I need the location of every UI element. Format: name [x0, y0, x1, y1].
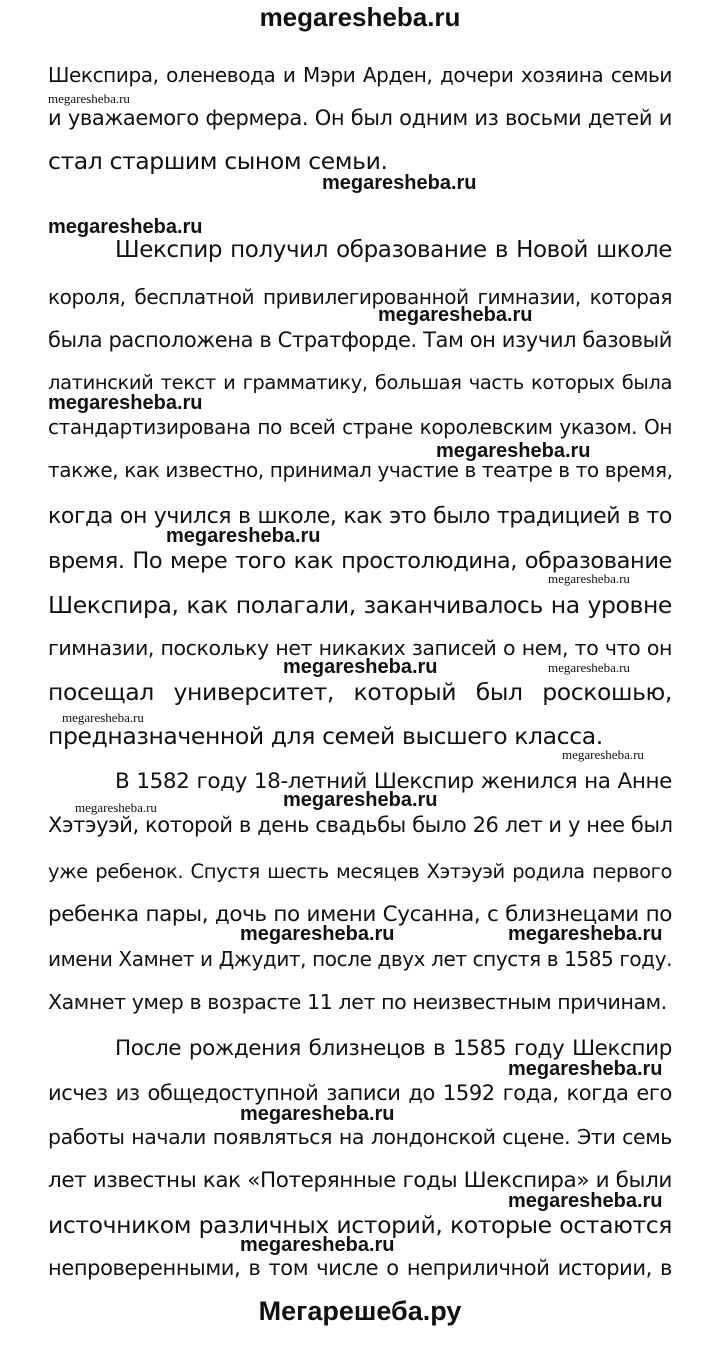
text-line: стал старшим сыном семьи. — [48, 147, 388, 175]
text-line: В 1582 году 18-летний Шекспир женился на Анне — [115, 769, 672, 794]
text-line: Шекспира, оленевода и Мэри Арден, дочери хозяина семьи — [48, 63, 672, 87]
text-line: Шекспира, как полагали, заканчивалось на уровне — [48, 591, 672, 619]
watermark: megaresheba.ru — [378, 304, 533, 326]
text-line: время. По мере того как простолюдина, образование — [48, 548, 672, 574]
text-line: лет известны как «Потерянные годы Шекспира» и были — [48, 1168, 672, 1193]
watermark: megaresheba.ru — [548, 571, 630, 586]
text-line: Шекспир получил образование в Новой школе — [115, 237, 672, 263]
watermark: megaresheba.ru — [240, 1103, 395, 1125]
watermark: megaresheba.ru — [562, 747, 644, 762]
watermark: megaresheba.ru — [48, 216, 203, 238]
text-line: стандартизирована по всей стране королевским указом. Он — [48, 415, 672, 439]
text-line: имени Хамнет и Джудит, после двух лет спустя в 1585 году. — [48, 947, 673, 971]
watermark: megaresheba.ru — [508, 923, 663, 945]
text-line: предназначенной для семей высшего класса. — [48, 722, 603, 750]
watermark: megaresheba.ru — [283, 656, 438, 678]
header-site-name: megaresheba.ru — [259, 2, 461, 32]
text-line: Хэтэуэй, которой в день свадьбы было 26 лет и у нее был — [48, 813, 673, 837]
watermark: megaresheba.ru — [436, 440, 591, 462]
watermark: megaresheba.ru — [48, 91, 130, 106]
watermark: megaresheba.ru — [283, 789, 438, 811]
text-line: ребенка пары, дочь по имени Сусанна, с близнецами по — [48, 902, 672, 927]
watermark: megaresheba.ru — [48, 392, 203, 414]
text-line: когда он учился в школе, как это было традицией в то — [48, 504, 672, 529]
text-line: и уважаемого фермера. Он был одним из восьми детей и — [48, 106, 672, 130]
text-line: гимназии, поскольку нет никаких записей о нем, то что он — [48, 636, 672, 660]
text-line: уже ребенок. Спустя шесть месяцев Хэтэуэй родила первого — [48, 860, 672, 883]
text-line: была расположена в Стратфорде. Там он изучил базовый — [48, 328, 673, 352]
watermark: megaresheba.ru — [240, 1234, 395, 1256]
watermark: megaresheba.ru — [508, 1190, 663, 1212]
text-line: Хамнет умер в возрасте 11 лет по неизвестным причинам. — [48, 990, 667, 1014]
text-line: источником различных историй, которые остаются — [48, 1211, 672, 1239]
watermark: megaresheba.ru — [548, 660, 630, 675]
footer-site-name: Мегарешеба.ру — [258, 1296, 462, 1326]
watermark: megaresheba.ru — [166, 525, 321, 547]
text-line: посещал университет, который был роскошью, — [48, 678, 672, 706]
watermark: megaresheba.ru — [322, 172, 477, 194]
text-line: короля, бесплатной привилегированной гимназии, которая — [48, 285, 672, 309]
watermark: megaresheba.ru — [62, 710, 144, 725]
text-line: работы начали появляться на лондонской сцене. Эти семь — [48, 1125, 672, 1149]
text-line: исчез из общедоступной записи до 1592 года, когда его — [48, 1081, 672, 1105]
watermark: megaresheba.ru — [75, 800, 157, 815]
text-line: непроверенными, в том числе о неприличной истории, в — [48, 1256, 672, 1280]
watermark: megaresheba.ru — [508, 1058, 663, 1080]
text-line: латинский текст и грамматику, большая часть которых была — [48, 371, 672, 394]
text-line: также, как известно, принимал участие в театре в то время, — [48, 458, 673, 482]
text-line: После рождения близнецов в 1585 году Шекспир — [115, 1036, 672, 1061]
watermark: megaresheba.ru — [240, 923, 395, 945]
